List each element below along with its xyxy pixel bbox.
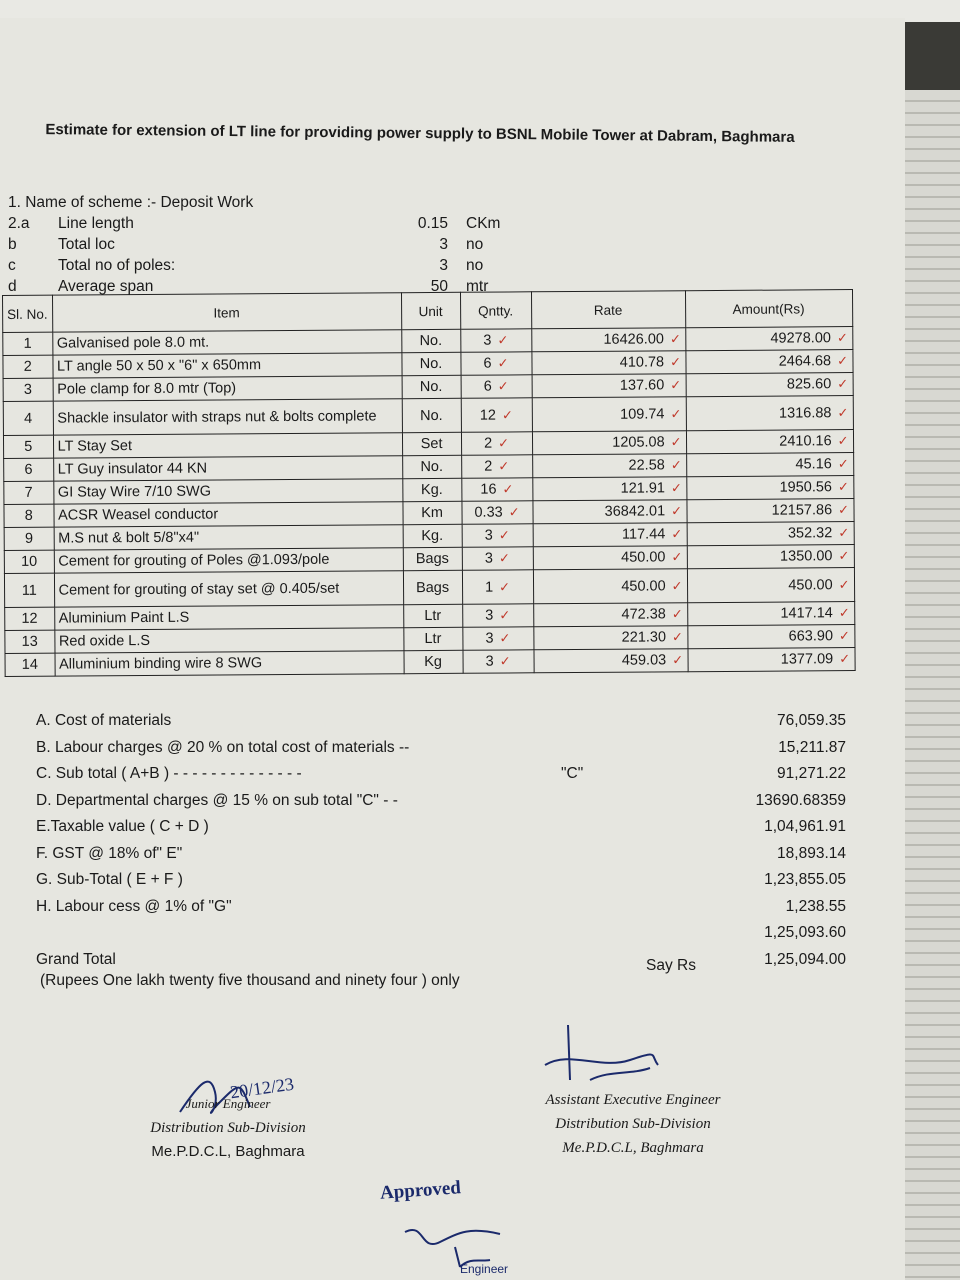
cell-item: Galvanised pole 8.0 mt. bbox=[52, 330, 401, 355]
summary-value: 91,271.22 bbox=[777, 765, 846, 782]
summary-label: D. Departmental charges @ 15 % on sub total "C" - - bbox=[36, 791, 398, 809]
cell-item: Red oxide L.S bbox=[54, 628, 403, 653]
summary-label: F. GST @ 18% of" E" bbox=[36, 844, 183, 862]
check-mark-icon: ✓ bbox=[498, 550, 510, 566]
check-mark-icon: ✓ bbox=[499, 578, 511, 595]
check-mark-icon: ✓ bbox=[838, 548, 850, 564]
summary-value: 15,211.87 bbox=[778, 738, 846, 756]
scheme-details bbox=[8, 194, 528, 304]
summary-label: G. Sub-Total ( E + F ) bbox=[36, 871, 183, 888]
check-mark-icon: ✓ bbox=[670, 457, 682, 473]
summary-value: 1,25,093.60 bbox=[764, 924, 846, 941]
summary-value: 1,238.55 bbox=[785, 897, 846, 915]
cell-amount: 1316.88 ✓ bbox=[686, 396, 853, 431]
cell-unit: Bags bbox=[403, 547, 462, 570]
cell-sl: 11 bbox=[4, 573, 54, 607]
check-mark-icon: ✓ bbox=[839, 651, 851, 667]
header-qty: Qntty. bbox=[460, 292, 531, 329]
summary-row bbox=[36, 765, 866, 792]
scheme-label: Line length bbox=[58, 215, 134, 232]
document-title: Estimate for extension of LT line for providing power supply to BSNL Mobile Tower at Dabram, Baghmara bbox=[45, 121, 795, 146]
junior-engineer-office: Me.P.D.C.L, Baghmara bbox=[151, 1143, 305, 1160]
summary-value: 13690.68359 bbox=[755, 791, 846, 809]
cell-qty: 3 ✓ bbox=[463, 650, 534, 673]
scheme-label: Average span bbox=[58, 278, 154, 295]
cell-qty: 3 ✓ bbox=[462, 604, 533, 627]
check-mark-icon: ✓ bbox=[670, 405, 682, 421]
summary-value: 1,23,855.05 bbox=[764, 871, 846, 888]
scheme-label: Total no of poles: bbox=[58, 257, 176, 274]
header-item: Item bbox=[52, 293, 401, 332]
summary-note: Say Rs bbox=[646, 956, 696, 974]
scheme-value: 0.15 bbox=[417, 215, 448, 232]
summary-row bbox=[36, 739, 866, 766]
cell-amount: 663.90 ✓ bbox=[687, 625, 854, 649]
cell-unit: Bags bbox=[403, 570, 462, 604]
check-mark-icon: ✓ bbox=[671, 526, 683, 542]
summary-label: H. Labour cess @ 1% of "G" bbox=[36, 897, 232, 915]
summary-row bbox=[36, 845, 866, 872]
cell-unit: No. bbox=[401, 352, 460, 375]
cell-rate: 121.91 ✓ bbox=[532, 477, 686, 501]
cell-unit: Kg bbox=[404, 650, 463, 673]
check-mark-icon: ✓ bbox=[671, 629, 683, 645]
cell-rate: 22.58 ✓ bbox=[532, 454, 686, 478]
cell-amount: 352.32 ✓ bbox=[687, 522, 854, 546]
cell-sl: 7 bbox=[4, 481, 54, 504]
background-files bbox=[905, 90, 960, 1280]
cell-item: ACSR Weasel conductor bbox=[53, 502, 402, 527]
summary-row bbox=[36, 792, 866, 819]
cell-unit: Ltr bbox=[403, 627, 462, 650]
cell-amount: 49278.00 ✓ bbox=[685, 327, 852, 351]
check-mark-icon: ✓ bbox=[838, 525, 850, 541]
cell-item: Aluminium Paint L.S bbox=[54, 605, 403, 630]
cell-rate: 410.78 ✓ bbox=[531, 351, 685, 375]
cell-amount: 825.60 ✓ bbox=[686, 373, 853, 397]
cell-item: Shackle insulator with straps nut & bolts complete bbox=[53, 399, 402, 435]
check-mark-icon: ✓ bbox=[837, 456, 849, 472]
cell-rate: 472.38 ✓ bbox=[533, 603, 687, 627]
cell-unit: Kg. bbox=[403, 524, 462, 547]
check-mark-icon: ✓ bbox=[669, 331, 681, 347]
cell-sl: 3 bbox=[3, 378, 53, 401]
cell-qty: 6 ✓ bbox=[460, 352, 531, 375]
cell-rate: 450.00 ✓ bbox=[533, 546, 687, 570]
cell-unit: Km bbox=[402, 501, 461, 524]
junior-engineer-block bbox=[118, 1073, 338, 1164]
summary-label: Grand Total bbox=[36, 950, 116, 968]
summary-label: B. Labour charges @ 20 % on total cost of materials -- bbox=[36, 738, 410, 756]
cell-sl: 12 bbox=[5, 607, 55, 630]
scheme-unit: CKm bbox=[466, 215, 501, 232]
check-mark-icon: ✓ bbox=[670, 377, 682, 393]
check-mark-icon: ✓ bbox=[838, 628, 850, 644]
summary-value: 1,25,094.00 bbox=[764, 950, 846, 968]
cell-qty: 3 ✓ bbox=[462, 627, 533, 650]
cell-qty: 2 ✓ bbox=[461, 455, 532, 478]
cell-amount: 12157.86 ✓ bbox=[686, 499, 853, 523]
check-mark-icon: ✓ bbox=[838, 576, 850, 592]
summary-value: 76,059.35 bbox=[777, 712, 846, 729]
assistant-engineer-division: Distribution Sub-Division bbox=[555, 1116, 711, 1132]
check-mark-icon: ✓ bbox=[508, 504, 520, 520]
summary-label: A. Cost of materials bbox=[36, 712, 172, 729]
cell-rate: 117.44 ✓ bbox=[533, 523, 687, 547]
junior-engineer-division: Distribution Sub-Division bbox=[150, 1120, 306, 1136]
assistant-engineer-block bbox=[508, 1088, 758, 1160]
cell-sl: 4 bbox=[3, 401, 53, 435]
check-mark-icon: ✓ bbox=[670, 480, 682, 496]
estimate-table bbox=[2, 289, 855, 677]
cell-item: LT Stay Set bbox=[53, 433, 402, 458]
cell-sl: 13 bbox=[5, 630, 55, 653]
check-mark-icon: ✓ bbox=[837, 404, 849, 420]
cell-amount: 2410.16 ✓ bbox=[686, 430, 853, 454]
check-mark-icon: ✓ bbox=[499, 607, 511, 623]
cell-item: Alluminium binding wire 8 SWG bbox=[55, 651, 404, 676]
cell-qty: 16 ✓ bbox=[461, 478, 532, 501]
cell-item: Cement for grouting of stay set @ 0.405/set bbox=[54, 571, 403, 607]
cell-rate: 1205.08 ✓ bbox=[532, 431, 686, 455]
cell-rate: 137.60 ✓ bbox=[532, 374, 686, 398]
cell-sl: 9 bbox=[4, 527, 54, 550]
header-amount: Amount(Rs) bbox=[685, 290, 852, 328]
junior-engineer-title: Junior Engineer bbox=[185, 1096, 271, 1111]
cell-rate: 109.74 ✓ bbox=[532, 397, 686, 432]
summary-row bbox=[36, 924, 866, 951]
cell-item: LT Guy insulator 44 KN bbox=[53, 456, 402, 481]
amount-in-words: (Rupees One lakh twenty five thousand and ninety four ) only bbox=[40, 972, 460, 989]
check-mark-icon: ✓ bbox=[497, 332, 509, 348]
check-mark-icon: ✓ bbox=[671, 503, 683, 519]
check-mark-icon: ✓ bbox=[837, 479, 849, 495]
check-mark-icon: ✓ bbox=[671, 577, 683, 593]
junior-engineer-date: 20/12/23 bbox=[228, 1073, 296, 1103]
assistant-engineer-signature bbox=[540, 1020, 670, 1095]
scheme-unit: mtr bbox=[466, 278, 489, 295]
cell-rate: 221.30 ✓ bbox=[533, 626, 687, 650]
scheme-no: b bbox=[8, 236, 17, 253]
check-mark-icon: ✓ bbox=[499, 630, 511, 646]
check-mark-icon: ✓ bbox=[670, 434, 682, 450]
cell-item: Cement for grouting of Poles @1.093/pole bbox=[54, 548, 403, 573]
table-header bbox=[3, 290, 853, 333]
summary-row bbox=[36, 712, 866, 739]
check-mark-icon: ✓ bbox=[498, 458, 510, 474]
check-mark-icon: ✓ bbox=[837, 353, 849, 369]
check-mark-icon: ✓ bbox=[501, 406, 513, 423]
cell-unit: Kg. bbox=[402, 478, 461, 501]
cell-sl: 2 bbox=[3, 355, 53, 378]
check-mark-icon: ✓ bbox=[497, 355, 509, 371]
cell-rate: 450.00 ✓ bbox=[533, 569, 687, 604]
summary-label: C. Sub total ( A+B ) - - - - - - - - - - - - - - bbox=[36, 765, 302, 782]
scheme-value: 3 bbox=[439, 257, 448, 274]
cell-qty: 3 ✓ bbox=[460, 329, 531, 352]
assistant-engineer-title: Assistant Executive Engineer bbox=[545, 1092, 721, 1108]
scheme-name: 1. Name of scheme :- Deposit Work bbox=[8, 194, 254, 211]
cell-item: GI Stay Wire 7/10 SWG bbox=[53, 479, 402, 504]
cell-unit: No. bbox=[401, 329, 460, 352]
scheme-unit: no bbox=[466, 236, 484, 253]
cell-amount: 45.16 ✓ bbox=[686, 453, 853, 477]
check-mark-icon: ✓ bbox=[671, 606, 683, 622]
header-sl: Sl. No. bbox=[3, 295, 53, 332]
cell-qty: 2 ✓ bbox=[461, 432, 532, 455]
cell-qty: 12 ✓ bbox=[461, 398, 532, 432]
scheme-unit: no bbox=[466, 257, 484, 274]
cell-amount: 2464.68 ✓ bbox=[685, 350, 852, 374]
cell-amount: 1950.56 ✓ bbox=[686, 476, 853, 500]
summary-row bbox=[36, 898, 866, 925]
scheme-label: Total loc bbox=[58, 236, 115, 253]
scheme-no: d bbox=[8, 278, 17, 295]
cell-amount: 1377.09 ✓ bbox=[688, 648, 855, 672]
check-mark-icon: ✓ bbox=[670, 354, 682, 370]
summary-value: 1,04,961.91 bbox=[764, 818, 846, 835]
summary-label: E.Taxable value ( C + D ) bbox=[36, 818, 209, 835]
summary-value: 18,893.14 bbox=[777, 844, 846, 862]
cost-summary bbox=[36, 712, 866, 977]
check-mark-icon: ✓ bbox=[502, 481, 514, 497]
cell-sl: 10 bbox=[4, 550, 54, 573]
cell-rate: 36842.01 ✓ bbox=[532, 500, 686, 524]
summary-note: "C" bbox=[561, 765, 584, 782]
check-mark-icon: ✓ bbox=[497, 378, 509, 394]
cell-qty: 3 ✓ bbox=[462, 524, 533, 547]
check-mark-icon: ✓ bbox=[837, 376, 849, 392]
check-mark-icon: ✓ bbox=[838, 502, 850, 518]
summary-row bbox=[36, 871, 866, 898]
cell-unit: No. bbox=[402, 455, 461, 478]
cell-sl: 8 bbox=[4, 504, 54, 527]
cell-unit: Ltr bbox=[403, 604, 462, 627]
cell-item: LT angle 50 x 50 x "6" x 650mm bbox=[52, 353, 401, 378]
cell-amount: 1350.00 ✓ bbox=[687, 545, 854, 569]
assistant-engineer-office: Me.P.D.C.L, Baghmara bbox=[562, 1140, 704, 1156]
summary-row bbox=[36, 818, 866, 845]
approved-stamp: Approved bbox=[379, 1177, 462, 1204]
cell-sl: 5 bbox=[3, 435, 53, 458]
cell-rate: 459.03 ✓ bbox=[534, 649, 688, 673]
approver-footer: Engineer bbox=[460, 1262, 509, 1276]
check-mark-icon: ✓ bbox=[498, 527, 510, 543]
cell-unit: Set bbox=[402, 432, 461, 455]
check-mark-icon: ✓ bbox=[838, 605, 850, 621]
cell-unit: No. bbox=[402, 398, 461, 432]
check-mark-icon: ✓ bbox=[498, 435, 510, 451]
cell-qty: 1 ✓ bbox=[462, 570, 533, 604]
cell-unit: No. bbox=[402, 375, 461, 398]
scheme-no: 2.a bbox=[8, 215, 30, 232]
cell-amount: 450.00 ✓ bbox=[687, 568, 854, 603]
cell-qty: 6 ✓ bbox=[461, 375, 532, 398]
cell-sl: 1 bbox=[3, 332, 53, 355]
cell-sl: 6 bbox=[4, 458, 54, 481]
scheme-no: c bbox=[8, 257, 16, 274]
header-unit: Unit bbox=[401, 292, 460, 329]
check-mark-icon: ✓ bbox=[837, 433, 849, 449]
cell-sl: 14 bbox=[5, 653, 55, 676]
header-rate: Rate bbox=[531, 291, 685, 329]
scheme-value: 3 bbox=[439, 236, 448, 253]
cell-item: M.S nut & bolt 5/8"x4" bbox=[54, 525, 403, 550]
cell-amount: 1417.14 ✓ bbox=[687, 602, 854, 626]
cell-qty: 3 ✓ bbox=[462, 547, 533, 570]
check-mark-icon: ✓ bbox=[671, 549, 683, 565]
scheme-value: 50 bbox=[430, 278, 448, 295]
cell-rate: 16426.00 ✓ bbox=[531, 328, 685, 352]
cell-item: Pole clamp for 8.0 mtr (Top) bbox=[53, 376, 402, 401]
cell-qty: 0.33 ✓ bbox=[461, 501, 532, 524]
check-mark-icon: ✓ bbox=[672, 652, 684, 668]
check-mark-icon: ✓ bbox=[836, 330, 848, 346]
check-mark-icon: ✓ bbox=[499, 653, 511, 669]
